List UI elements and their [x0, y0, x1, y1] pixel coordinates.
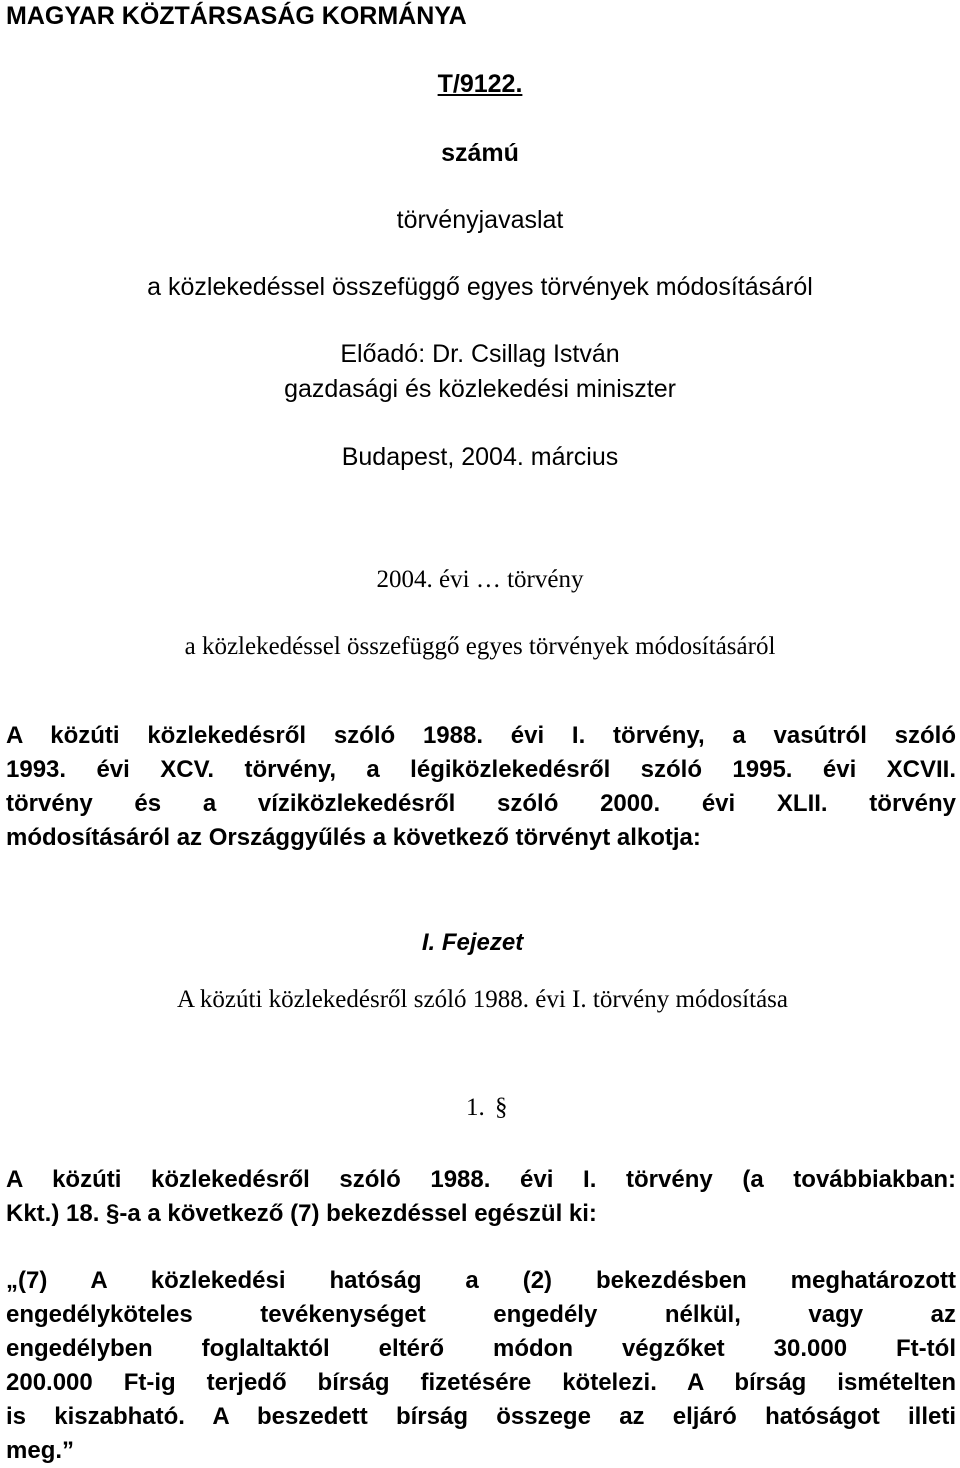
amendment-line: engedélyköteles tevékenységet engedély nélkül, vagy az	[6, 1301, 956, 1328]
presenter-role: gazdasági és közlekedési miniszter	[284, 375, 676, 403]
section-intro-line: Kkt.) 18. §-a a következő (7) bekezdéssel egészül ki:	[6, 1200, 597, 1227]
preamble	[6, 719, 956, 855]
presenter: Előadó: Dr. Csillag István	[340, 340, 620, 368]
act-title: 2004. évi … törvény	[376, 566, 584, 593]
amendment-line: engedélyben foglaltaktól eltérő módon végzőket 30.000 Ft-tól	[6, 1335, 956, 1362]
chapter-label: I. Fejezet	[421, 929, 524, 956]
preamble-line: 1993. évi XCV. törvény, a légiközlekedésről szóló 1995. évi XCVII.	[6, 756, 956, 783]
amendment-text	[6, 1264, 956, 1468]
act-subtitle: a közlekedéssel összefüggő egyes törvények módosításáról	[184, 633, 776, 660]
document-type: törvényjavaslat	[396, 206, 564, 234]
section-number-value: 1.	[466, 1094, 485, 1121]
document-subject: a közlekedéssel összefüggő egyes törvények módosításáról	[147, 273, 813, 301]
amendment-line: meg.”	[6, 1437, 75, 1464]
preamble-line: A közúti közlekedésről szóló 1988. évi I. törvény, a vasútról szóló	[6, 722, 956, 749]
amendment-line: is kiszabható. A beszedett bírság összege az eljáró hatóságot illeti	[6, 1403, 956, 1430]
amendment-line: „(7) A közlekedési hatóság a (2) bekezdésben meghatározott	[6, 1267, 956, 1294]
document-number: T/9122.	[437, 70, 523, 98]
amendment-line: 200.000 Ft-ig terjedő bírság fizetésére kötelezi. A bírság ismételten	[6, 1369, 956, 1396]
government-heading: MAGYAR KÖZTÁRSASÁG KORMÁNYA	[6, 2, 467, 30]
section-intro	[6, 1163, 956, 1231]
preamble-line: módosításáról az Országgyűlés a következő törvényt alkotja:	[6, 824, 701, 851]
chapter-title: A közúti közlekedésről szóló 1988. évi I. törvény módosítása	[177, 986, 788, 1013]
number-word: számú	[441, 139, 519, 167]
preamble-line: törvény és a víziközlekedésről szóló 2000. évi XLII. törvény	[6, 790, 956, 817]
place-date: Budapest, 2004. március	[341, 443, 619, 471]
section-sign: §	[495, 1094, 508, 1121]
section-intro-line: A közúti közlekedésről szóló 1988. évi I. törvény (a továbbiakban:	[6, 1166, 956, 1193]
section-number	[466, 1094, 508, 1122]
